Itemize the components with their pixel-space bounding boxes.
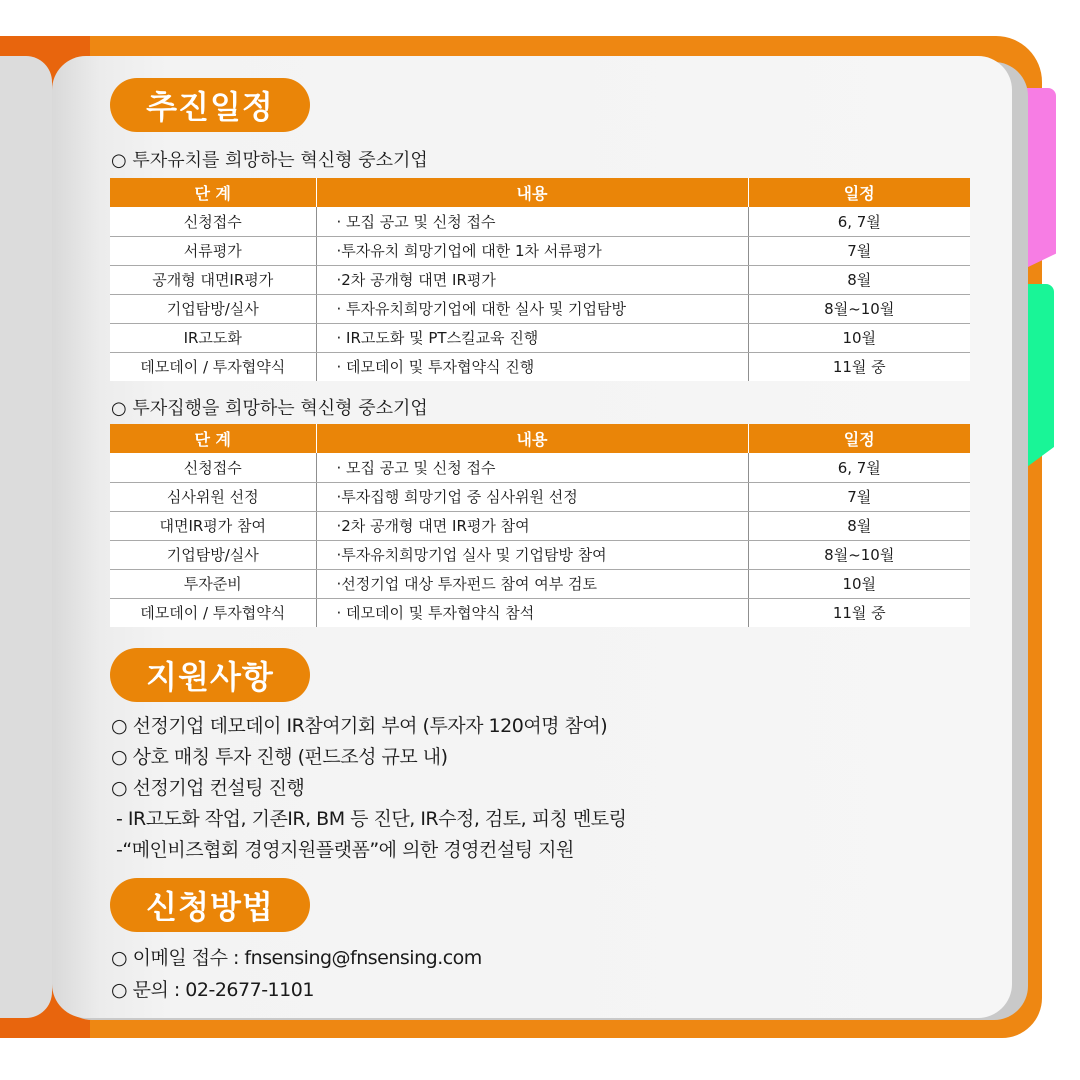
schedule-table-investment-seeking [110, 178, 970, 381]
table-row [110, 453, 970, 482]
apply-phone-line: ○ 문의 : 02-2677-1101 [111, 979, 314, 1001]
stage-cell: 데모데이 / 투자협약식 [110, 352, 316, 381]
table-row [110, 511, 970, 540]
content-cell: ·선정기업 대상 투자펀드 참여 여부 검토 [316, 569, 748, 598]
table-row [110, 207, 970, 236]
schedule-section-title: 추진일정 [110, 78, 310, 132]
table-row [110, 352, 970, 381]
support-item-matching-investment: ○ 상호 매칭 투자 진행 (펀드조성 규모 내) [111, 746, 448, 768]
stage-cell: 기업탐방/실사 [110, 294, 316, 323]
table-row [110, 294, 970, 323]
content-cell: ·투자집행 희망기업 중 심사위원 선정 [316, 482, 748, 511]
support-item-consulting: ○ 선정기업 컨설팅 진행 [111, 777, 305, 799]
content-cell: · 모집 공고 및 신청 접수 [316, 207, 748, 236]
stage-cell: 신청접수 [110, 453, 316, 482]
content-cell: ·투자유치희망기업 실사 및 기업탐방 참여 [316, 540, 748, 569]
table-row [110, 540, 970, 569]
date-cell: 11월 중 [748, 598, 970, 627]
column-header-date: 일정 [748, 424, 970, 453]
content-cell: · 모집 공고 및 신청 접수 [316, 453, 748, 482]
support-section-title: 지원사항 [110, 648, 310, 702]
table-row [110, 265, 970, 294]
apply-section-title: 신청방법 [110, 878, 310, 932]
content-cell: · 데모데이 및 투자협약식 참석 [316, 598, 748, 627]
table-row [110, 598, 970, 627]
date-cell: 6, 7월 [748, 453, 970, 482]
stage-cell: 서류평가 [110, 236, 316, 265]
support-item-ir-opportunity: ○ 선정기업 데모데이 IR참여기회 부여 (투자자 120여명 참여) [111, 715, 608, 737]
schedule-group2-heading: ○ 투자집행을 희망하는 혁신형 중소기업 [111, 398, 428, 419]
table-header-row [110, 424, 970, 453]
schedule-group1-heading: ○ 투자유치를 희망하는 혁신형 중소기업 [111, 150, 428, 171]
content-cell: · IR고도화 및 PT스킬교육 진행 [316, 323, 748, 352]
date-cell: 10월 [748, 323, 970, 352]
stage-cell: 데모데이 / 투자협약식 [110, 598, 316, 627]
date-cell: 8월~10월 [748, 540, 970, 569]
pink-bookmark-tab [1026, 88, 1056, 268]
stage-cell: 기업탐방/실사 [110, 540, 316, 569]
column-header-stage: 단 계 [110, 424, 316, 453]
table-row [110, 323, 970, 352]
date-cell: 10월 [748, 569, 970, 598]
content-cell: ·투자유치 희망기업에 대한 1차 서류평가 [316, 236, 748, 265]
stage-cell: IR고도화 [110, 323, 316, 352]
date-cell: 8월 [748, 511, 970, 540]
date-cell: 7월 [748, 236, 970, 265]
stage-cell: 공개형 대면IR평가 [110, 265, 316, 294]
column-header-content: 내용 [316, 178, 748, 207]
date-cell: 8월 [748, 265, 970, 294]
stage-cell: 심사위원 선정 [110, 482, 316, 511]
stage-cell: 대면IR평가 참여 [110, 511, 316, 540]
content-cell: ·2차 공개형 대면 IR평가 참여 [316, 511, 748, 540]
table-row [110, 569, 970, 598]
support-subitem-platform-consulting: -“메인비즈협회 경영지원플랫폼”에 의한 경영컨설팅 지원 [116, 839, 574, 861]
stage-cell: 투자준비 [110, 569, 316, 598]
table-header-row [110, 178, 970, 207]
support-subitem-ir-mentoring: - IR고도화 작업, 기존IR, BM 등 진단, IR수정, 검토, 피칭 멘토링 [116, 808, 627, 830]
schedule-table-investment-executing [110, 424, 970, 627]
date-cell: 8월~10월 [748, 294, 970, 323]
column-header-content: 내용 [316, 424, 748, 453]
content-cell: ·2차 공개형 대면 IR평가 [316, 265, 748, 294]
date-cell: 7월 [748, 482, 970, 511]
content-cell: · 투자유치희망기업에 대한 실사 및 기업탐방 [316, 294, 748, 323]
date-cell: 11월 중 [748, 352, 970, 381]
stage-cell: 신청접수 [110, 207, 316, 236]
column-header-date: 일정 [748, 178, 970, 207]
table-row [110, 236, 970, 265]
table-row [110, 482, 970, 511]
content-cell: · 데모데이 및 투자협약식 진행 [316, 352, 748, 381]
apply-email-line: ○ 이메일 접수 : fnsensing@fnsensing.com [111, 947, 482, 969]
column-header-stage: 단 계 [110, 178, 316, 207]
date-cell: 6, 7월 [748, 207, 970, 236]
left-page-edge [0, 56, 52, 1018]
